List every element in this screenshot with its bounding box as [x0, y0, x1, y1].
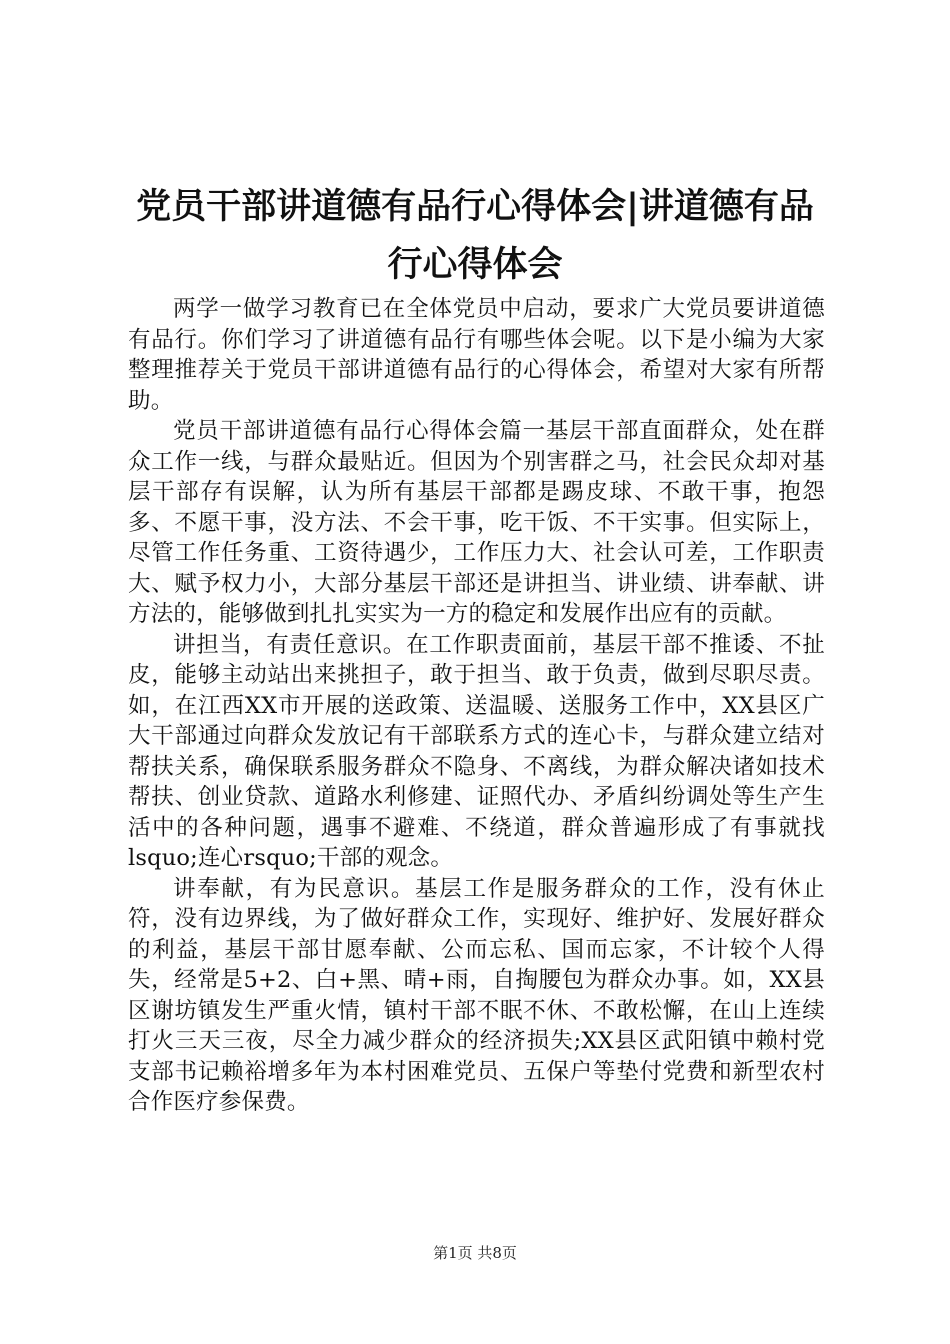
page-footer: 第1页 共8页 — [433, 1244, 517, 1262]
document-title: 党员干部讲道德有品行心得体会|讲道德有品行心得体会 — [136, 187, 814, 285]
paragraph-grassroots-cadres: 党员干部讲道德有品行心得体会篇一基层干部直面群众，处在群众工作一线，与群众最贴近。但因为个别害群之马，社会民众却对基层干部存有误解，认为所有基层干部都是踢皮球、不敢干事，抱怨多、不愿干事，没方法、不会干事，吃干饭、不干实事。但实际上，尽管工作任务重、工资待遇少，工作压力大、社会认可差，工作职责大、赋予权力小，大部分基层干部还是讲担当、讲业绩、讲奉献、讲方法的，能够做到扎扎实实为一方的稳定和发展作出应有的贡献。 — [128, 418, 825, 627]
document-body — [128, 294, 825, 1118]
paragraph-intro: 两学一做学习教育已在全体党员中启动，要求广大党员要讲道德有品行。你们学习了讲道德有品行有哪些体会呢。以下是小编为大家整理推荐关于党员干部讲道德有品行的心得体会，希望对大家有所帮助。 — [128, 296, 825, 414]
paragraph-responsibility: 讲担当，有责任意识。在工作职责面前，基层干部不推诿、不扯皮，能够主动站出来挑担子，敢于担当、敢于负责，做到尽职尽责。如，在江西XX市开展的送政策、送温暖、送服务工作中，XX县区广大干部通过向群众发放记有干部联系方式的连心卡，与群众建立结对帮扶关系，确保联系服务群众不隐身、不离线，为群众解决诸如技术帮扶、创业贷款、道路水利修建、证照代办、矛盾纠纷调处等生产生活中的各种问题，遇事不避难、不绕道，群众普遍形成了有事就找lsquo;连心rsquo;干部的观念。 — [128, 631, 825, 871]
paragraph-dedication: 讲奉献，有为民意识。基层工作是服务群众的工作，没有休止符，没有边界线，为了做好群众工作，实现好、维护好、发展好群众的利益，基层干部甘愿奉献、公而忘私、国而忘家，不计较个人得失，经常是5+2、白+黑、晴+雨，自掏腰包为群众办事。如，XX县区谢坊镇发生严重火情，镇村干部不眠不休、不敢松懈，在山上连续打火三天三夜，尽全力减少群众的经济损失;XX县区武阳镇中赖村党支部书记赖裕增多年为本村困难党员、五保户等垫付党费和新型农村合作医疗参保费。 — [128, 875, 825, 1115]
